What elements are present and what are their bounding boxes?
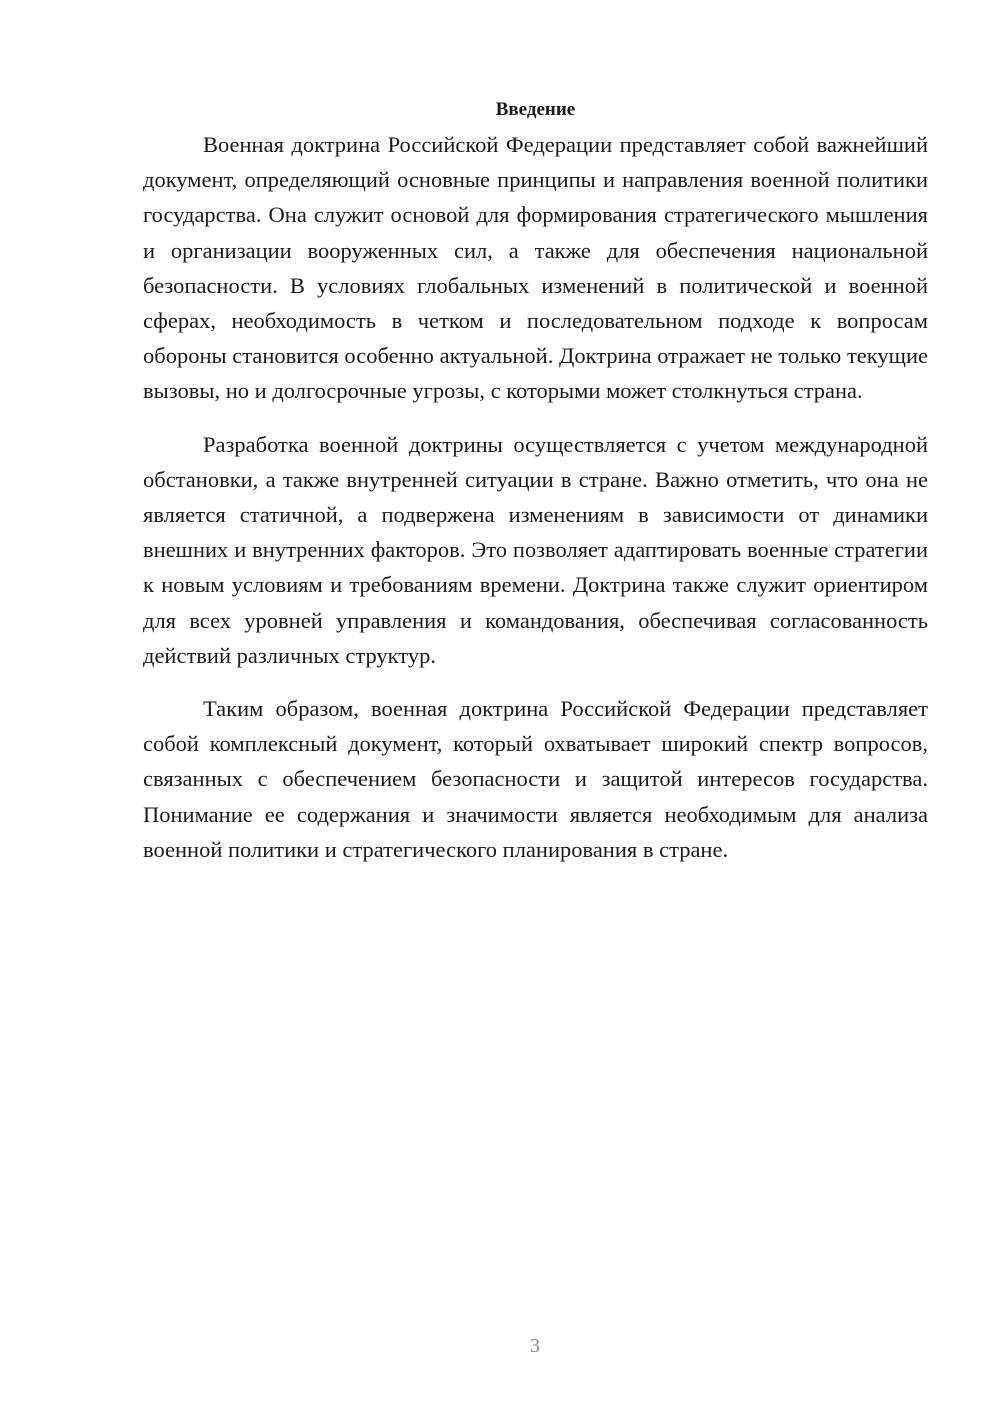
paragraph-3: Таким образом, военная доктрина Российской Федерации представляет собой комплексный документ, который охватывает широкий спектр вопросов, связанных с обеспечением безопасности и защитой интересов государства. Понимание ее содержания и значимости является необходимым для анализа военной политики и стратегического планирования в стране. xyxy=(143,696,928,862)
paragraph-2: Разработка военной доктрины осуществляется с учетом международной обстановки, а также внутренней ситуации в стране. Важно отметить, что она не является статичной, а подвержена изменениям в зависимости от динамики внешних и внутренних факторов. Это позволяет адаптировать военные стратегии к новым условиям и требованиям времени. Доктрина также служит ориентиром для всех уровней управления и командования, обеспечивая согласованность действий различных структур. xyxy=(143,431,928,668)
paragraph-1: Военная доктрина Российской Федерации представляет собой важнейший документ, определяющий основные принципы и направления военной политики государства. Она служит основой для формирования стратегического мышления и организации вооруженных сил, а также для обеспечения национальной безопасности. В условиях глобальных изменений в политической и военной сферах, необходимость в четком и последовательном подходе к вопросам обороны становится особенно актуальной. Доктрина отражает не только текущие вызовы, но и долгосрочные угрозы, с которыми может столкнуться страна. xyxy=(143,132,928,404)
section-heading: Введение xyxy=(495,99,576,120)
page-number: 3 xyxy=(530,1335,540,1357)
page-content xyxy=(143,92,928,867)
